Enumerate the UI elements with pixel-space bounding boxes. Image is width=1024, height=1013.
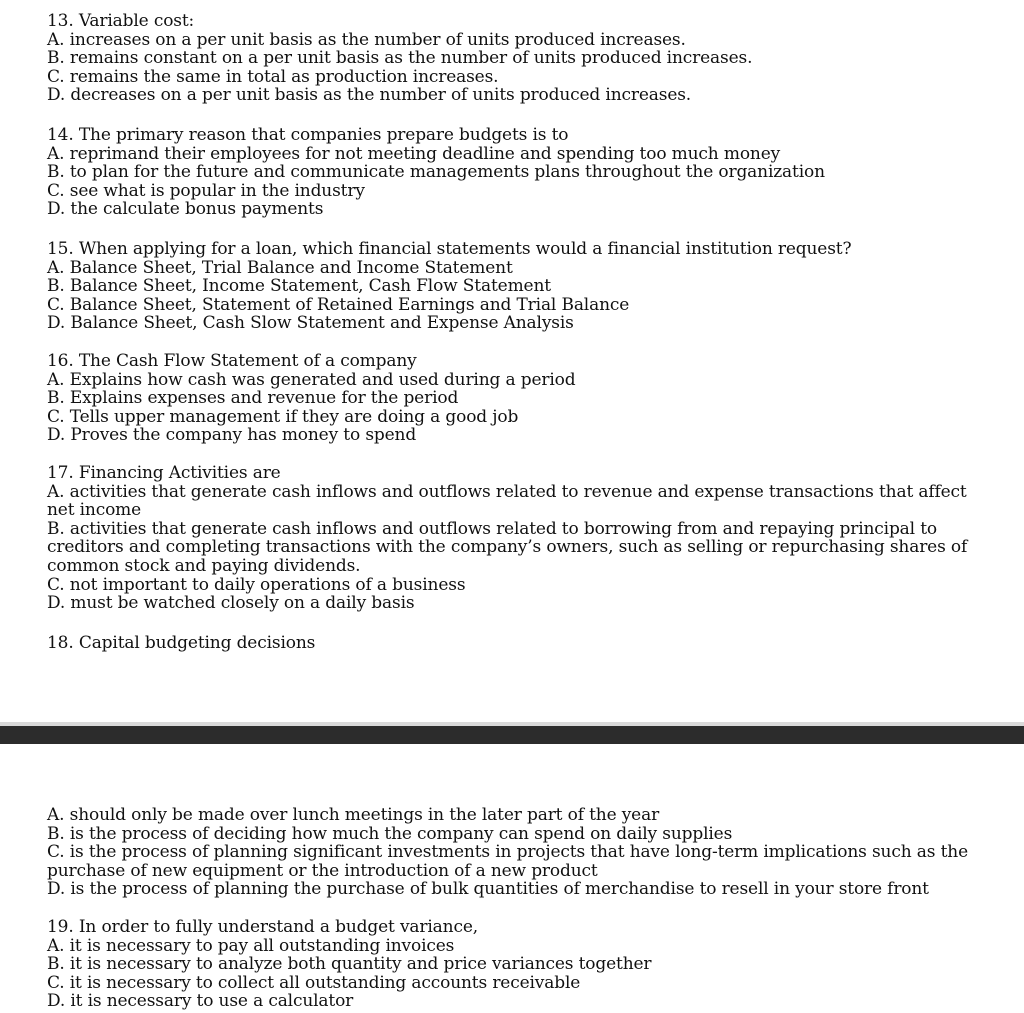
question-18-options	[47, 806, 977, 899]
option-b: B. activities that generate cash inflows and outflows related to borrowing from and repaying principal to creditors and completing transactions with the company’s owners, such as selling or repurchasing shares of common stock and paying dividends.	[47, 518, 968, 576]
question-18	[47, 634, 977, 653]
option-a: A. increases on a per unit basis as the number of units produced increases.	[47, 29, 686, 50]
question-text: 15. When applying for a loan, which financial statements would a financial institution request?	[47, 239, 852, 259]
question-16	[47, 352, 977, 445]
option-b: B. Explains expenses and revenue for the period	[47, 388, 459, 409]
option-c: C. it is necessary to collect all outstanding accounts receivable	[47, 972, 581, 993]
question-15	[47, 240, 977, 333]
question-text: 17. Financing Activities are	[47, 463, 281, 483]
option-d: D. is the process of planning the purchase of bulk quantities of merchandise to resell in your store front	[47, 879, 929, 900]
option-a: A. reprimand their employees for not meeting deadline and spending too much money	[47, 143, 781, 164]
question-text: 14. The primary reason that companies prepare budgets is to	[47, 125, 569, 145]
option-a: A. activities that generate cash inflows and outflows related to revenue and expense transactions that affect net income	[47, 481, 967, 521]
option-d: D. decreases on a per unit basis as the number of units produced increases.	[47, 85, 692, 106]
question-17	[47, 464, 977, 613]
option-b: B. it is necessary to analyze both quantity and price variances together	[47, 954, 652, 975]
question-13	[47, 12, 977, 105]
option-c: C. Balance Sheet, Statement of Retained Earnings and Trial Balance	[47, 294, 630, 315]
option-b: B. Balance Sheet, Income Statement, Cash Flow Statement	[47, 276, 551, 297]
option-a: A. should only be made over lunch meetings in the later part of the year	[47, 805, 660, 825]
option-d: D. Proves the company has money to spend	[47, 425, 417, 446]
question-14	[47, 126, 977, 219]
option-a: A. it is necessary to pay all outstanding invoices	[47, 935, 455, 956]
option-c: C. Tells upper management if they are doing a good job	[47, 406, 519, 427]
option-d: D. the calculate bonus payments	[47, 199, 324, 220]
option-b: B. remains constant on a per unit basis as the number of units produced increases.	[47, 48, 753, 69]
question-text: 18. Capital budgeting decisions	[47, 633, 316, 653]
option-c: C. remains the same in total as production increases.	[47, 66, 499, 87]
question-text: 13. Variable cost:	[47, 11, 195, 31]
option-a: A. Balance Sheet, Trial Balance and Income Statement	[47, 257, 513, 278]
option-b: B. is the process of deciding how much the company can spend on daily supplies	[47, 823, 733, 844]
option-c: C. see what is popular in the industry	[47, 180, 365, 201]
option-c: C. is the process of planning significant investments in projects that have long-term implications such as the purchase of new equipment or the introduction of a new product	[47, 842, 968, 881]
option-a: A. Explains how cash was generated and used during a period	[47, 369, 576, 390]
question-19	[47, 918, 977, 1011]
option-d: D. must be watched closely on a daily basis	[47, 593, 415, 614]
option-c: C. not important to daily operations of a business	[47, 574, 466, 595]
question-text: 19. In order to fully understand a budget variance,	[47, 917, 478, 937]
page-break-divider	[0, 726, 1024, 744]
option-d: D. it is necessary to use a calculator	[47, 991, 354, 1012]
option-b: B. to plan for the future and communicate managements plans throughout the organization	[47, 162, 825, 183]
question-text: 16. The Cash Flow Statement of a company	[47, 351, 417, 371]
option-d: D. Balance Sheet, Cash Slow Statement and Expense Analysis	[47, 313, 574, 334]
